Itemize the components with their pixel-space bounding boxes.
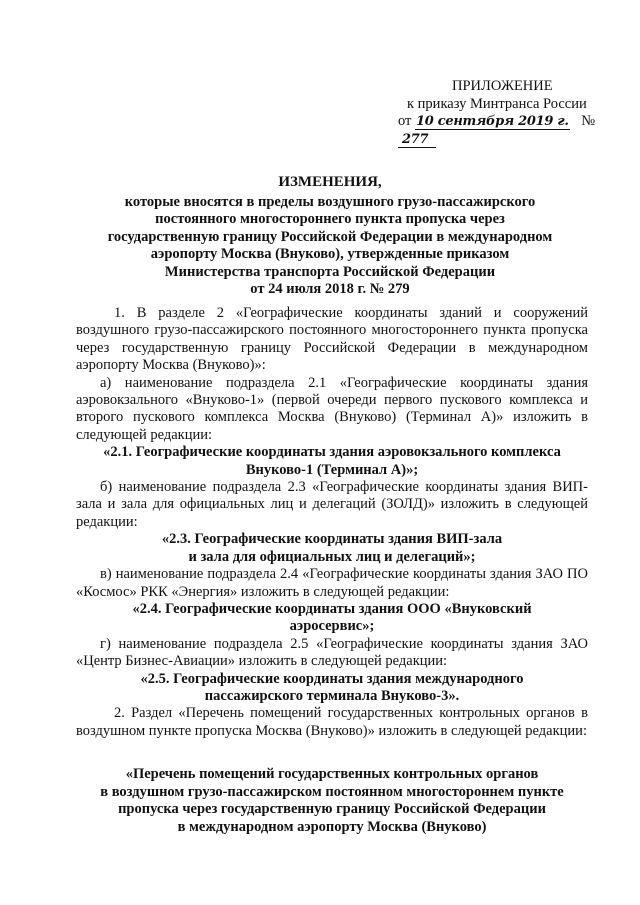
section-heading xyxy=(76,766,588,836)
heading-2-3-line-1: «2.3. Географические координаты здания ВИП-зала xyxy=(161,531,503,548)
subparagraph-d: г) наименование подраздела 2.5 «Географические координаты здания ЗАО «Центр Бизнес-Авиации» изложить в следующей редакции: xyxy=(76,635,588,670)
document-body xyxy=(76,305,588,836)
title-line: которые вносятся в пределы воздушного грузо-пассажирского xyxy=(124,193,536,210)
handwritten-date: 10 сентября 2019 г. xyxy=(416,114,569,129)
subparagraph-b: б) наименование подраздела 2.3 «Географические координаты здания ВИП-зала и зала для официальных лиц и делегаций (ЗОЛД)» изложить в следующей редакции: xyxy=(76,479,588,530)
title-main: ИЗМЕНЕНИЯ, xyxy=(278,174,382,190)
document-title xyxy=(100,174,560,299)
spacer xyxy=(76,740,588,766)
subparagraph-c: в) наименование подраздела 2.4 «Географические координаты здания ЗАО ПО «Космос» РКК «Энергия» изложить в следующей редакции: xyxy=(76,566,588,600)
order-reference: к приказу Минтранса России xyxy=(407,95,587,112)
paragraph-1: 1. В разделе 2 «Географические координаты зданий и сооружений воздушного грузо-пассажирского постоянного многостороннего пункта пропуска через государственную границу Российской Федерации в международном аэропорту Москва (Внуково)»: xyxy=(76,305,588,374)
title-line: от 24 июля 2018 г. № 279 xyxy=(250,281,410,297)
section-heading-line: «Перечень помещений государственных контрольных органов xyxy=(125,766,539,783)
heading-2-5-line-2: пассажирского терминала Внуково-3». xyxy=(204,687,460,704)
title-line: государственную границу Российской Федерации в международном xyxy=(107,228,553,245)
section-heading-line: в международном аэропорту Москва (Внуково) xyxy=(177,818,487,835)
number-label: № xyxy=(581,113,596,129)
from-label: от xyxy=(398,113,412,129)
heading-2-4-line-1: «2.4. Географические координаты здания ООО «Внуковский xyxy=(132,600,532,617)
appendix-title: ПРИЛОЖЕНИЕ xyxy=(452,78,553,94)
title-line: постоянного многостороннего пункта пропуска через xyxy=(155,211,505,227)
order-date-line xyxy=(398,113,598,148)
heading-2-1-line-2: Внуково-1 (Терминал А)»; xyxy=(245,461,419,478)
section-heading-line: в воздушном грузо-пассажирском постоянном многостороннем пункте xyxy=(100,783,564,800)
paragraph-2: 2. Раздел «Перечень помещений государственных контрольных органов в воздушном пункте пропуска Москва (Внуково)» изложить в следующей редакции: xyxy=(76,705,588,739)
heading-2-3-line-2: и зала для официальных лиц и делегаций»; xyxy=(188,548,476,565)
section-heading-line: пропуска через государственную границу Российской Федерации xyxy=(118,801,546,818)
handwritten-number: 277 xyxy=(398,132,436,148)
heading-2-4-line-2: аэросервис»; xyxy=(289,618,375,635)
subparagraph-a: а) наименование подраздела 2.1 «Географические координаты здания аэровокзального «Внуково-1» (первой очереди первого пускового комплекса и второго пускового комплекса Москва (Внуково) (Терминал А)» изложить в следующей редакции: xyxy=(76,374,588,443)
appendix-header xyxy=(398,78,598,148)
title-line: Министерства транспорта Российской Федерации xyxy=(164,263,496,280)
heading-2-5-line-1: «2.5. Географические координаты здания международного xyxy=(140,670,524,687)
title-line: аэропорту Москва (Внуково), утвержденные приказом xyxy=(150,246,510,262)
heading-2-1-line-1: «2.1. Географические координаты здания аэровокзального комплекса xyxy=(103,444,561,461)
